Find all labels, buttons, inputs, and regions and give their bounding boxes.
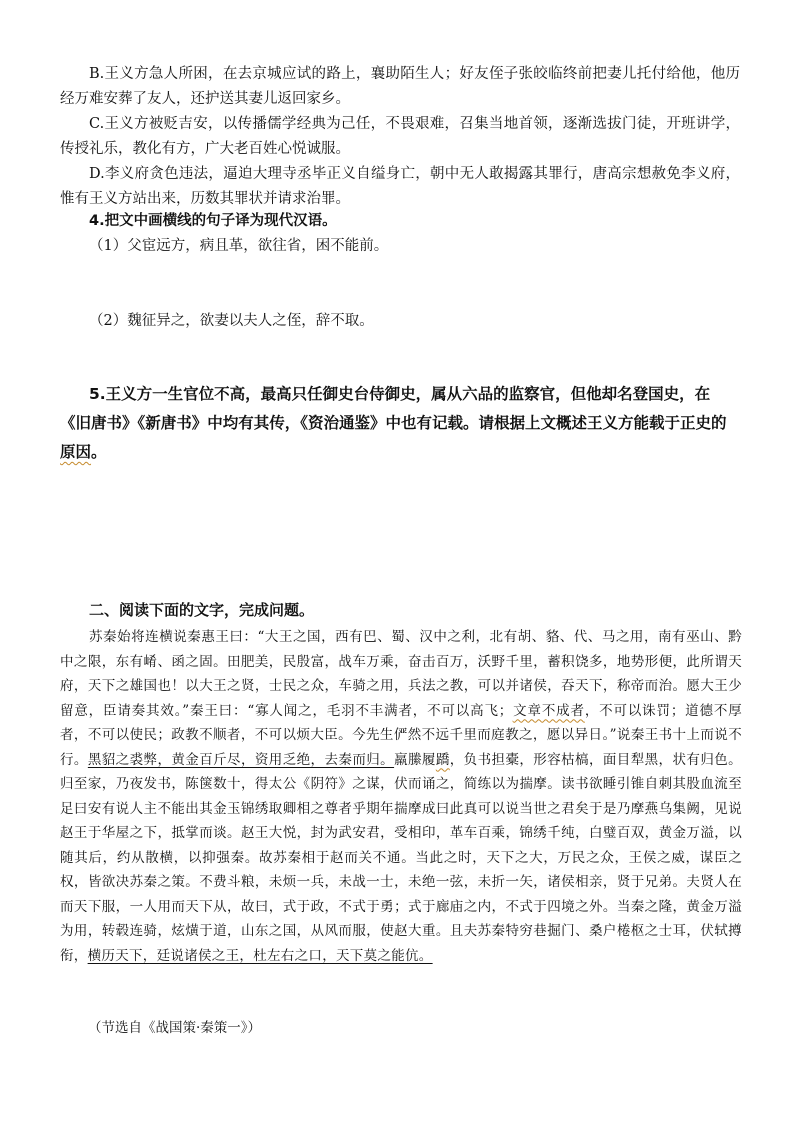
passage-part-4: ，负书担橐，形容枯槁，面目犁黑，状有归色。归至家，乃夜发书，陈箧数十，得太公《阴符》之谋，伏而诵之，简练以为揣摩。读书欲睡引锥自刺其股血流至足曰安有说人主不能出其金玉锦绣取卿相之尊者乎期年揣摩成曰此真可以说当世之君矣于是乃摩燕乌集阙，见说赵王于华屋之下，抵掌而谈。赵王大悦，封为武安君，受相印，革车百乘，锦绣千纯，白璧百双，黄金万溢，以随其后，约从散横，以抑强秦。故苏秦相于赵而关不通。当此之时，天下之大，万民之众，王侯之威，谋臣之权，皆欲决苏秦之策。不费斗粮，未烦一兵，未战一士，未绝一弦，未折一矢，诸侯相亲，贤于兄弟。夫贤人在而天下服，一人用而天下从，故曰，式于政，不式于勇；式于廊庙之内，不式于四境之外。当秦之隆，黄金万溢为用，转毂连骑，炫熿于道，山东之国，从风而服，使赵大重。且夫苏秦特穷巷掘门、桑户棬枢之士耳，伏轼撙衔， — [60, 751, 742, 964]
question-4-title: 4.把文中画横线的句子译为现代汉语。 — [89, 213, 337, 229]
passage-part-1: 苏秦始将连横说秦惠王曰：“大王之国，西有巴、蜀、汉中之利，北有胡、貉、代、马之用，南有巫山、黔中之限，东有崤、函之固。田肥美，民殷富，战车万乘，奋击百万，沃野千里，蓄积饶多，地势形便，此所谓天府，天下之雄国也！以大王之贤，士民之众，车骑之用，兵法之教，可以并诸侯，吞天下，称帝而治。愿大王少留意，臣请奏其效。”秦王曰：“寡人闻之，毛羽不丰满者，不可以高飞； — [60, 629, 742, 719]
question-4-sentence-2: （2）魏征异之，欲妻以夫人之侄，辞不取。 — [89, 313, 374, 329]
passage-marked-phrase: 文章不成者 — [512, 702, 585, 719]
section-2-heading: 二、阅读下面的文字，完成问题。 — [89, 601, 315, 619]
question-5-keyword: 原因 — [60, 443, 92, 461]
passage — [60, 625, 742, 968]
underlined-sentence-1: 黑貂之裘弊，黄金百斤尽，资用乏绝，去秦而归。 — [87, 751, 395, 768]
question-5 — [60, 380, 740, 467]
passage-part-3: 羸縢履 — [394, 751, 436, 768]
choice-b: B.王义方急人所困，在去京城应试的路上，襄助陌生人；好友侄子张皎临终前把妻儿托付给他，他历经万难安葬了友人，还护送其妻儿返回家乡。 — [60, 66, 740, 107]
passage-marked-char: 蹻 — [435, 751, 450, 768]
choice-d: D.李义府贪色违法，逼迫大理寺丞毕正义自缢身亡，朝中无人敢揭露其罪行，唐高宗想赦免李义府，惟有王义方站出来，历数其罪状并请求治罪。 — [60, 166, 740, 207]
source-note: （节选自《战国策·秦策一》） — [88, 1020, 262, 1036]
question-5-end: 。 — [91, 443, 107, 461]
choice-c: C.王义方被贬吉安，以传播儒学经典为己任，不畏艰难，召集当地首领，逐渐选拔门徒，开班讲学，传授礼乐，教化有方，广大老百姓心悦诚服。 — [60, 116, 740, 157]
passage-part-2: ，不可以诛罚；道德不厚者，不可以使民；政教不顺者，不可以烦大臣。今先生俨然不远千里而庭教之，愿以异日。”说秦王书十上而说不行。 — [60, 702, 742, 768]
question-4-sentence-1: （1）父宦远方，病且革，欲往省，困不能前。 — [89, 238, 389, 254]
underlined-sentence-2: 横历天下，廷说诸侯之王，杜左右之口，天下莫之能伉。 — [87, 947, 433, 964]
question-5-text: 5.王义方一生官位不高，最高只任御史台侍御史，属从六品的监察官，但他却名登国史，在《旧唐书》《新唐书》中均有其传，《资治通鉴》中也有记载。请根据上文概述王义方能载于正史的 — [60, 385, 727, 432]
